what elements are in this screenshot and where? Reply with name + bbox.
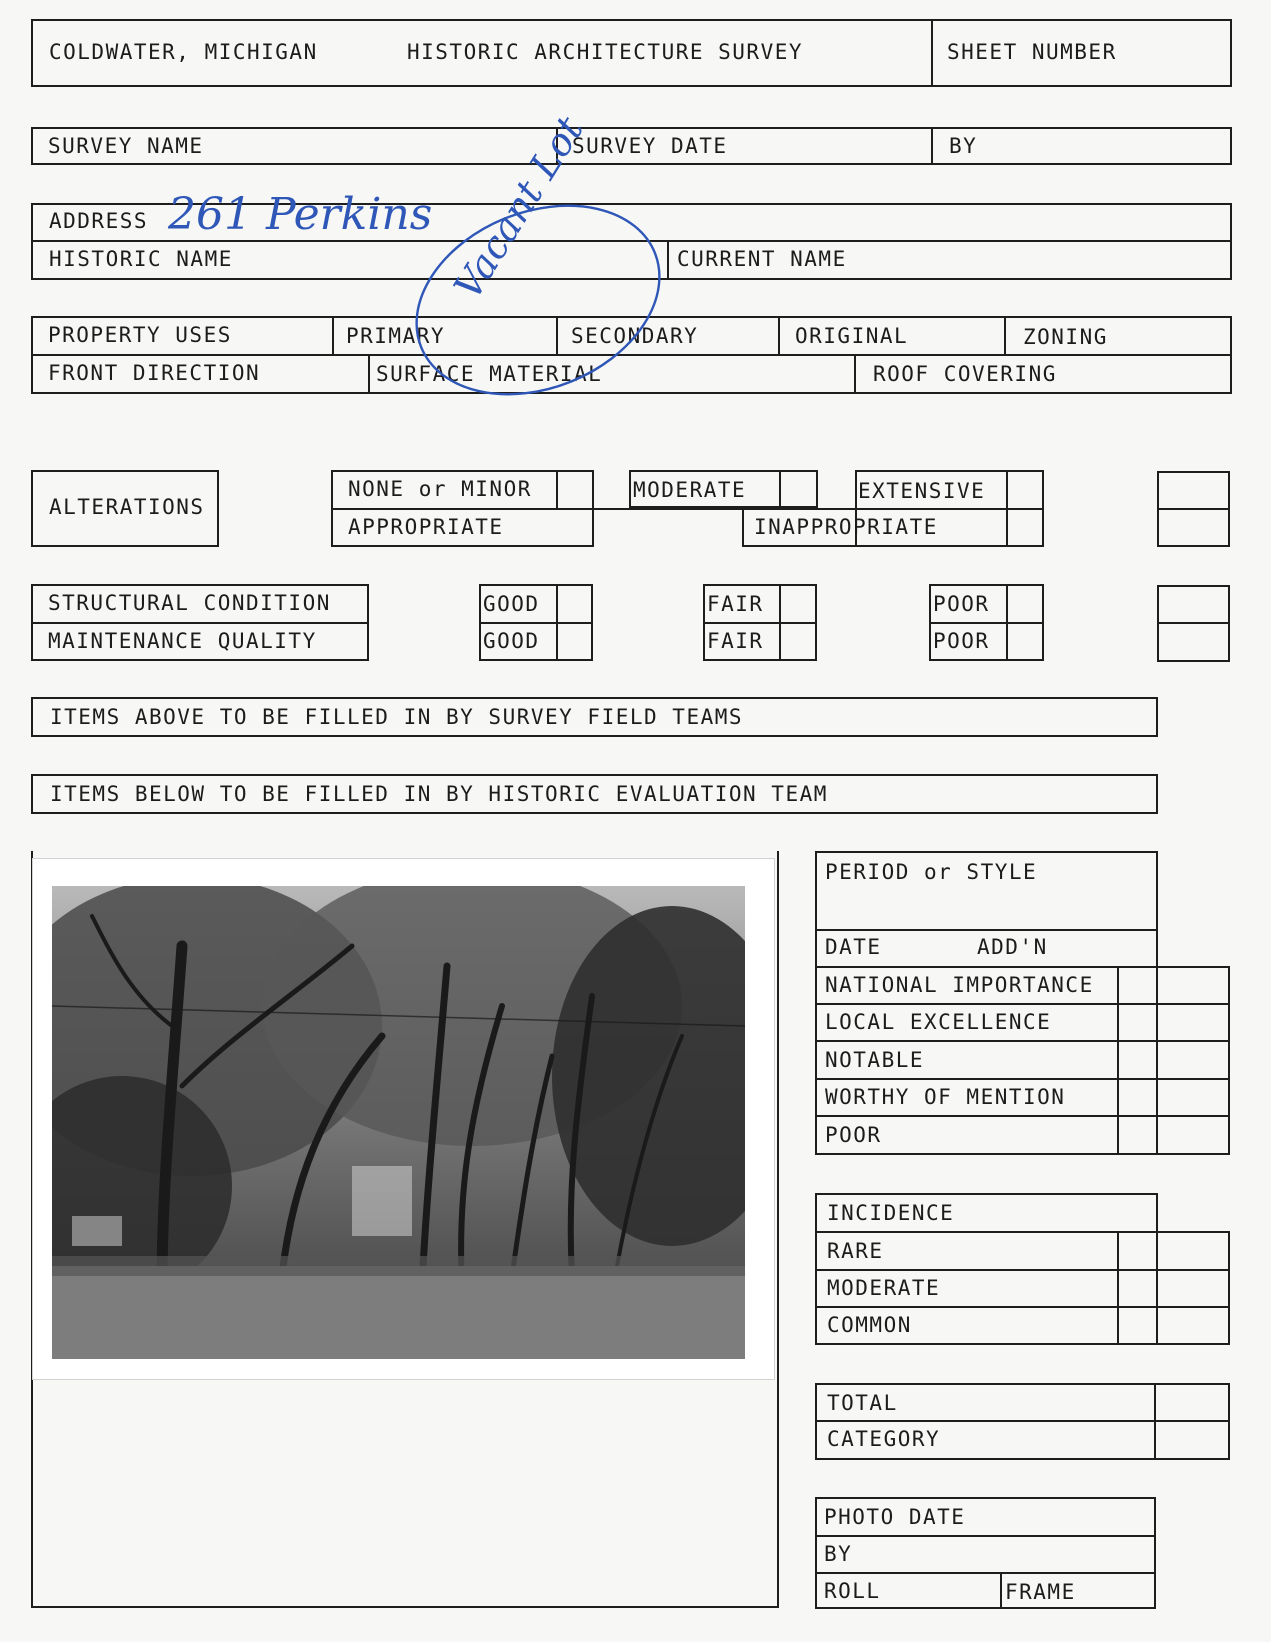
- category-label: CATEGORY: [827, 1427, 941, 1451]
- total-label: TOTAL: [827, 1391, 898, 1415]
- evaluation-team-note: ITEMS BELOW TO BE FILLED IN BY HISTORIC EVALUATION TEAM: [50, 782, 828, 806]
- address-label: ADDRESS: [49, 209, 149, 233]
- primary-label: PRIMARY: [346, 324, 446, 348]
- city-label: COLDWATER, MICHIGAN: [49, 40, 318, 64]
- maintenance-fair: FAIR: [707, 629, 764, 653]
- addn-label: ADD'N: [977, 935, 1048, 959]
- inappropriate-label: INAPPROPRIATE: [754, 515, 938, 539]
- property-uses-label: PROPERTY USES: [48, 323, 232, 347]
- common-label: COMMON: [827, 1313, 912, 1337]
- poor-check-divider: [1006, 584, 1008, 661]
- zoning-label: ZONING: [1023, 325, 1108, 349]
- eval-line-national: [815, 966, 1230, 968]
- roll-label: ROLL: [824, 1579, 881, 1603]
- totals-score-col: [1154, 1383, 1156, 1460]
- uses-div-4: [1004, 316, 1006, 354]
- incidence-moderate-label: MODERATE: [827, 1276, 941, 1300]
- alt-score-line: [1157, 508, 1230, 510]
- eval-line-date: [815, 929, 1158, 931]
- none-minor-label: NONE or MINOR: [348, 477, 532, 501]
- photo-info-line-1: [815, 1535, 1156, 1537]
- national-importance-label: NATIONAL IMPORTANCE: [825, 973, 1094, 997]
- alt-row-line-1: [331, 508, 594, 510]
- vacant-lot-circle: [400, 195, 675, 410]
- local-excellence-label: LOCAL EXCELLENCE: [825, 1010, 1052, 1034]
- rare-label: RARE: [827, 1239, 884, 1263]
- secondary-label: SECONDARY: [571, 324, 699, 348]
- current-name-label: CURRENT NAME: [677, 247, 847, 271]
- incidence-line-4: [1156, 1343, 1230, 1345]
- period-style-label: PERIOD or STYLE: [825, 860, 1038, 884]
- roll-frame-divider: [1000, 1572, 1002, 1609]
- vacant-lot-note: Vacant Lot: [445, 108, 592, 307]
- eval-line-bottom-ext: [1156, 1153, 1230, 1155]
- survey-by-label: BY: [949, 134, 978, 158]
- alt-moderate-check-divider: [779, 470, 781, 508]
- eval-line-notable: [815, 1040, 1230, 1042]
- address-handwritten: 261 Perkins: [168, 189, 433, 240]
- eval-line-worthy: [815, 1078, 1230, 1080]
- field-team-note: ITEMS ABOVE TO BE FILLED IN BY SURVEY FIELD TEAMS: [50, 705, 744, 729]
- incidence-label: INCIDENCE: [827, 1201, 955, 1225]
- structural-fair: FAIR: [707, 592, 764, 616]
- eval-line-local: [815, 1003, 1230, 1005]
- historic-name-label: HISTORIC NAME: [49, 247, 233, 271]
- poor-line: [929, 622, 1044, 624]
- site-photograph: [52, 886, 745, 1359]
- photo-date-label: PHOTO DATE: [824, 1505, 966, 1529]
- eval-score-right: [1228, 966, 1230, 1155]
- original-label: ORIGINAL: [795, 324, 909, 348]
- incidence-line-2: [815, 1269, 1230, 1271]
- incidence-score-right: [1228, 1231, 1230, 1345]
- fair-line: [703, 622, 817, 624]
- uses-div-3: [778, 316, 780, 354]
- incidence-score-col: [1117, 1231, 1119, 1345]
- alterations-label: ALTERATIONS: [49, 495, 205, 519]
- front-direction-label: FRONT DIRECTION: [48, 361, 261, 385]
- survey-name-label: SURVEY NAME: [48, 134, 204, 158]
- uses-div-6: [854, 354, 856, 394]
- condition-label-line: [31, 622, 369, 624]
- structural-condition-label: STRUCTURAL CONDITION: [48, 591, 331, 615]
- maintenance-quality-label: MAINTENANCE QUALITY: [48, 629, 317, 653]
- good-line: [479, 622, 593, 624]
- uses-div-5: [368, 354, 370, 394]
- header-divider: [931, 19, 933, 87]
- frame-label: FRAME: [1005, 1580, 1076, 1604]
- sheet-number-label: SHEET NUMBER: [947, 40, 1117, 64]
- eval-poor-label: POOR: [825, 1123, 882, 1147]
- photo-by-label: BY: [824, 1542, 853, 1566]
- appropriate-label: APPROPRIATE: [348, 515, 504, 539]
- moderate-label: MODERATE: [633, 478, 747, 502]
- incidence-line-1: [815, 1231, 1230, 1233]
- surface-material-label: SURFACE MATERIAL: [376, 362, 603, 386]
- good-check-divider: [556, 584, 558, 661]
- eval-score-col: [1117, 966, 1119, 1155]
- maintenance-good: GOOD: [483, 629, 540, 653]
- date-label: DATE: [825, 935, 882, 959]
- survey-date-label: SURVEY DATE: [572, 134, 728, 158]
- totals-line: [815, 1420, 1230, 1422]
- photo-info-line-2: [815, 1572, 1156, 1574]
- survey-divider-2: [931, 127, 933, 165]
- roof-covering-label: ROOF COVERING: [873, 362, 1057, 386]
- notable-label: NOTABLE: [825, 1048, 925, 1072]
- structural-good: GOOD: [483, 592, 540, 616]
- worthy-of-mention-label: WORTHY OF MENTION: [825, 1085, 1066, 1109]
- fair-check-divider: [779, 584, 781, 661]
- structural-poor: POOR: [933, 592, 990, 616]
- eval-line-poor: [815, 1115, 1230, 1117]
- maintenance-poor: POOR: [933, 629, 990, 653]
- condition-score-line: [1157, 622, 1230, 624]
- incidence-line-3: [815, 1306, 1230, 1308]
- uses-div-1: [332, 316, 334, 354]
- alt-none-check-divider: [556, 470, 558, 508]
- extensive-label: EXTENSIVE: [858, 479, 986, 503]
- form-title: HISTORIC ARCHITECTURE SURVEY: [407, 40, 804, 64]
